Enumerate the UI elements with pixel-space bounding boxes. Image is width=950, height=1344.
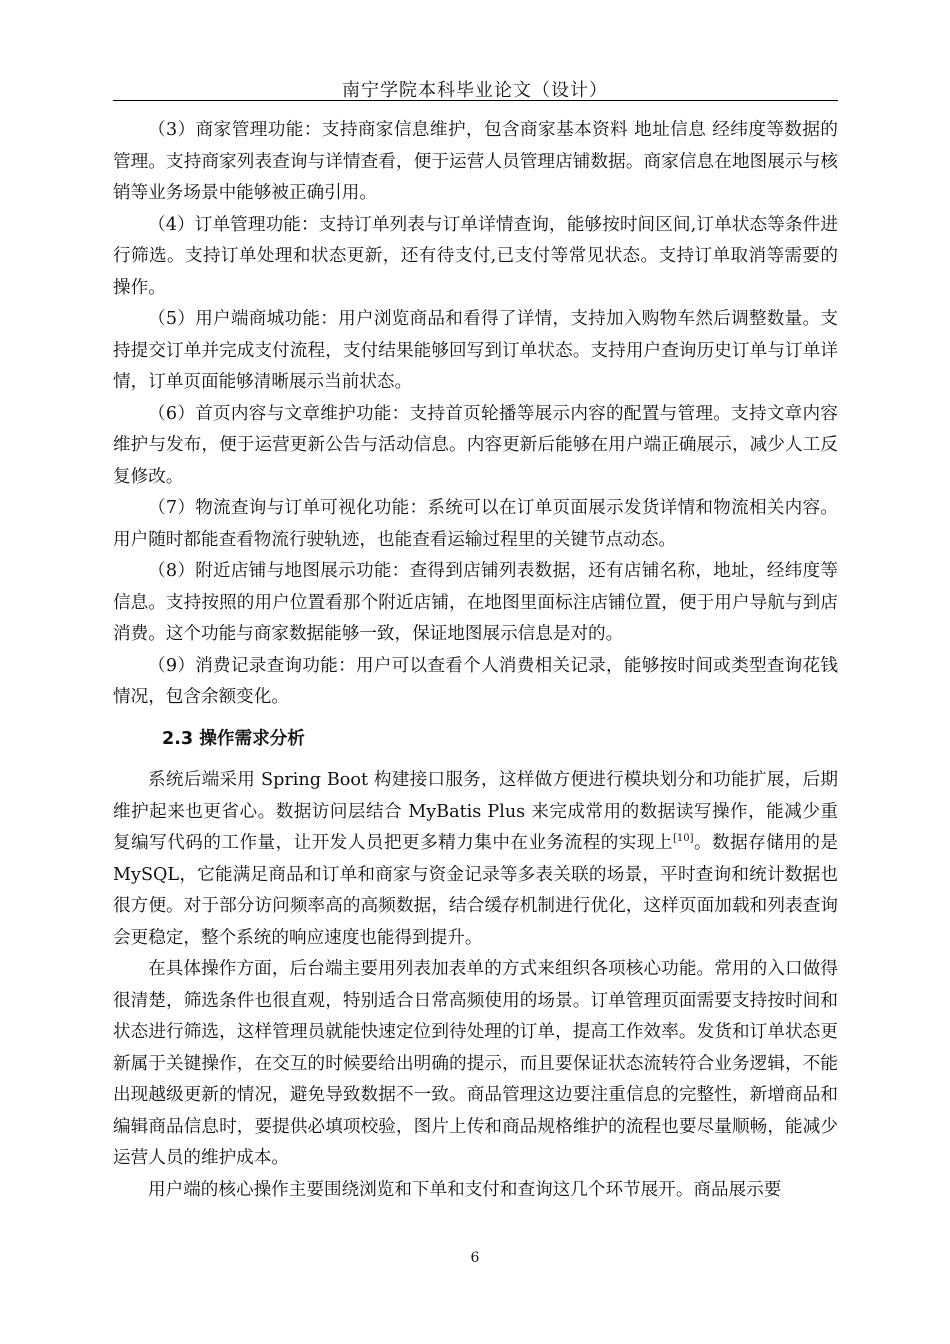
paragraph-admin-operations: 在具体操作方面，后台端主要用列表加表单的方式来组织各项核心功能。常用的入口做得很清楚，筛选条件也很直观，特别适合日常高频使用的场景。订单管理页面需要支持按时间和状态进行筛选，这样管理员就能快速定位到待处理的订单，提高工作效率。发货和订单状态更新属于关键操作，在交互的时候要给出明确的提示，而且要保证状态流转符合业务逻辑，不能出现越级更新的情况，避免导致数据不一致。商品管理这边要注重信息的完整性，新增商品和编辑商品信息时，要提供必填项校验，图片上传和商品规格维护的流程也要尽量顺畅，能减少运营人员的维护成本。: [113, 959, 838, 1168]
paragraph-user-mall: （5）用户端商城功能：用户浏览商品和看得了详情，支持加入购物车然后调整数量。支持提交订单并完成支付流程，支付结果能够回写到订单状态。支持用户查询历史订单与订单详情，订单页面能够清晰展示当前状态。: [113, 309, 838, 392]
paragraph-logistics: （7）物流查询与订单可视化功能：系统可以在订单页面展示发货详情和物流相关内容。用户随时都能查看物流行驶轨迹，也能查看运输过程里的关键节点动态。: [113, 498, 838, 550]
citation-marker: [10]: [672, 833, 694, 845]
section-heading: 2.3 操作需求分析: [162, 728, 305, 749]
backend-text-tail: 。数据存储用的是 MySQL，它能满足商品和订单和商家与资金记录等多表关联的场景，平时查询和统计数据也很方便。对于部分访问频率高的高频数据，结合缓存机制进行优化，这样页面加载和列表查询会更稳定，整个系统的响应速度也能得到提升。: [113, 833, 838, 948]
paragraph-backend-tech: [113, 765, 838, 954]
paragraph-nearby-stores: （8）附近店铺与地图展示功能：查得到店铺列表数据，还有店铺名称，地址，经纬度等信息。支持按照的用户位置看那个附近店铺，在地图里面标注店铺位置，便于用户导航与到店消费。这个功能与商家数据能够一致，保证地图展示信息是对的。: [113, 561, 838, 644]
paragraph-user-operations: 用户端的核心操作主要围绕浏览和下单和支付和查询这几个环节展开。商品展示要: [148, 1179, 782, 1200]
backend-text: 系统后端采用 Spring Boot 构建接口服务，这样做方便进行模块划分和功能扩展，后期维护起来也更省心。数据访问层结合 MyBatis Plus 来完成常用的数据读写操作，能减少重复编写代码的工作量，让开发人员把更多精力集中在业务流程的实现上: [113, 770, 838, 853]
page-header-title: 南宁学院本科毕业论文（设计）: [342, 80, 608, 101]
page-number: 6: [470, 1250, 480, 1266]
paragraph-merchant-management: （3）商家管理功能：支持商家信息维护，包含商家基本资料 地址信息 经纬度等数据的管理。支持商家列表查询与详情查看，便于运营人员管理店铺数据。商家信息在地图展示与核销等业务场景中能够被正确引用。: [113, 120, 838, 203]
paragraph-homepage-content: （6）首页内容与文章维护功能：支持首页轮播等展示内容的配置与管理。支持文章内容维护与发布，便于运营更新公告与活动信息。内容更新后能够在用户端正确展示，减少人工反复修改。: [113, 403, 838, 487]
paragraph-consumption-records: （9）消费记录查询功能：用户可以查看个人消费相关记录，能够按时间或类型查询花钱情况，包含余额变化。: [113, 655, 838, 707]
header-rule: [113, 100, 838, 101]
paragraph-order-management: （4）订单管理功能：支持订单列表与订单详情查询，能够按时间区间,订单状态等条件进行筛选。支持订单处理和状态更新，还有待支付,已支付等常见状态。支持订单取消等需要的操作。: [113, 214, 838, 298]
page-body: [113, 115, 838, 1206]
